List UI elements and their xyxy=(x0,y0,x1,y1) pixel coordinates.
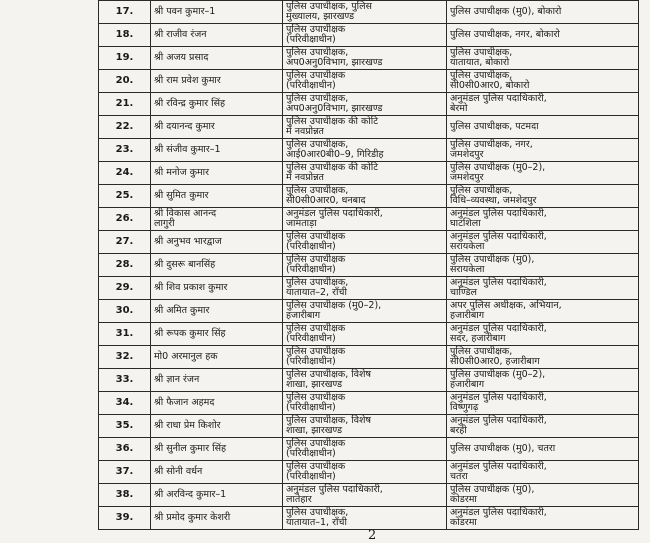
new-posting-cell xyxy=(447,369,639,392)
new-posting-cell xyxy=(447,300,639,323)
table-row xyxy=(99,323,639,346)
officer-name-cell xyxy=(151,93,283,116)
serial-number-cell xyxy=(99,507,151,530)
serial-number: 31. xyxy=(115,327,134,339)
officer-name: श्री अरविन्द कुमार–1 xyxy=(154,488,227,500)
serial-number: 28. xyxy=(115,258,134,270)
new-posting: अनुमंडल पुलिस पदाधिकारी, चतरा xyxy=(450,460,547,482)
current-posting: पुलिस उपाधीक्षक, अप0अनु0विभाग, झारखण्ड xyxy=(286,46,383,68)
officer-name: श्री सुमित कुमार xyxy=(154,189,209,201)
new-posting-cell xyxy=(447,116,639,139)
new-posting: अपर पुलिस अधीक्षक, अभियान, हजारीबाग xyxy=(450,299,562,321)
serial-number-cell xyxy=(99,461,151,484)
officer-name: श्री सुनील कुमार सिंह xyxy=(154,442,227,454)
new-posting-cell xyxy=(447,208,639,231)
serial-number-cell xyxy=(99,300,151,323)
current-posting-cell xyxy=(283,484,447,507)
current-posting: पुलिस उपाधीक्षक, पुलिस मुख्यालय, झारखण्ड xyxy=(286,0,372,22)
new-posting-cell xyxy=(447,277,639,300)
officer-name-cell xyxy=(151,438,283,461)
serial-number: 26. xyxy=(115,212,134,224)
serial-number-cell xyxy=(99,70,151,93)
officer-name-cell xyxy=(151,277,283,300)
officer-name-cell xyxy=(151,369,283,392)
current-posting: पुलिस उपाधीक्षक, यातायात–1, राँची xyxy=(286,506,349,528)
new-posting: पुलिस उपाधीक्षक, पटमदा xyxy=(450,120,539,132)
officer-name: श्री ज्ञान रंजन xyxy=(154,373,200,385)
serial-number: 22. xyxy=(115,120,134,132)
serial-number: 39. xyxy=(115,511,134,523)
officer-name-cell xyxy=(151,484,283,507)
serial-number: 18. xyxy=(115,28,134,40)
table-row xyxy=(99,507,639,530)
current-posting: पुलिस उपाधीक्षक (परिवीक्षाधीन) xyxy=(286,69,346,91)
officer-name: श्री दुसरू बानसिंह xyxy=(154,258,216,270)
table-row xyxy=(99,484,639,507)
serial-number-cell xyxy=(99,185,151,208)
officer-name: श्री मनोज कुमार xyxy=(154,166,210,178)
table-row xyxy=(99,139,639,162)
current-posting-cell xyxy=(283,139,447,162)
officer-name: श्री फैजान अहमद xyxy=(154,396,215,408)
current-posting: पुलिस उपाधीक्षक की कोटि में नवप्रोन्नत xyxy=(286,161,379,183)
officer-name-cell xyxy=(151,162,283,185)
table-row xyxy=(99,24,639,47)
officer-name-cell xyxy=(151,70,283,93)
serial-number: 38. xyxy=(115,488,134,500)
serial-number: 36. xyxy=(115,442,134,454)
officer-name: श्री अजय प्रसाद xyxy=(154,51,209,63)
new-posting-cell xyxy=(447,231,639,254)
current-posting-cell xyxy=(283,208,447,231)
current-posting: अनुमंडल पुलिस पदाधिकारी, जामताड़ा xyxy=(286,207,383,229)
new-posting-cell xyxy=(447,185,639,208)
new-posting-cell xyxy=(447,438,639,461)
new-posting: पुलिस उपाधीक्षक, नगर, जमशेदपुर xyxy=(450,138,533,160)
serial-number: 23. xyxy=(115,143,134,155)
current-posting: पुलिस उपाधीक्षक, विशेष शाखा, झारखण्ड xyxy=(286,368,371,390)
current-posting: पुलिस उपाधीक्षक (मु0–2), हजारीबाग xyxy=(286,299,382,321)
current-posting: पुलिस उपाधीक्षक (परिवीक्षाधीन) xyxy=(286,437,346,459)
serial-number: 25. xyxy=(115,189,134,201)
serial-number-cell xyxy=(99,254,151,277)
current-posting: पुलिस उपाधीक्षक (परिवीक्षाधीन) xyxy=(286,230,346,252)
officer-name-cell xyxy=(151,392,283,415)
table-row xyxy=(99,185,639,208)
serial-number-cell xyxy=(99,231,151,254)
new-posting: पुलिस उपाधीक्षक, नगर, बोकारो xyxy=(450,28,560,40)
serial-number-cell xyxy=(99,162,151,185)
serial-number-cell xyxy=(99,116,151,139)
table-row xyxy=(99,300,639,323)
table-row xyxy=(99,70,639,93)
table-row xyxy=(99,1,639,24)
new-posting: अनुमंडल पुलिस पदाधिकारी, विष्णुगढ़ xyxy=(450,391,547,413)
new-posting-cell xyxy=(447,70,639,93)
new-posting-cell xyxy=(447,1,639,24)
table-row xyxy=(99,231,639,254)
officer-name-cell xyxy=(151,116,283,139)
current-posting: पुलिस उपाधीक्षक (परिवीक्षाधीन) xyxy=(286,253,346,275)
new-posting-cell xyxy=(447,346,639,369)
table-row xyxy=(99,346,639,369)
serial-number-cell xyxy=(99,438,151,461)
serial-number-cell xyxy=(99,484,151,507)
current-posting-cell xyxy=(283,231,447,254)
new-posting: अनुमंडल पुलिस पदाधिकारी, चाण्डिल xyxy=(450,276,547,298)
new-posting-cell xyxy=(447,392,639,415)
new-posting: पुलिस उपाधीक्षक, सी0सी0आर0, बोकारो xyxy=(450,69,530,91)
officer-name: श्री सोनी वर्धन xyxy=(154,465,203,477)
serial-number: 21. xyxy=(115,97,134,109)
table-row xyxy=(99,438,639,461)
current-posting-cell xyxy=(283,323,447,346)
current-posting-cell xyxy=(283,369,447,392)
officer-name-cell xyxy=(151,185,283,208)
officer-name: श्री राजीव रंजन xyxy=(154,28,207,40)
officer-name: श्री संजीव कुमार–1 xyxy=(154,143,221,155)
serial-number: 33. xyxy=(115,373,134,385)
officer-name-cell xyxy=(151,47,283,70)
serial-number-cell xyxy=(99,93,151,116)
current-posting-cell xyxy=(283,438,447,461)
current-posting-cell xyxy=(283,346,447,369)
new-posting-cell xyxy=(447,162,639,185)
new-posting-cell xyxy=(447,415,639,438)
current-posting: पुलिस उपाधीक्षक, अप0अनु0विभाग, झारखण्ड xyxy=(286,92,383,114)
new-posting: पुलिस उपाधीक्षक, विधि–व्यवस्था, जमशेदपुर xyxy=(450,184,537,206)
table-row xyxy=(99,392,639,415)
table-row xyxy=(99,369,639,392)
officer-name: श्री रविन्द्र कुमार सिंह xyxy=(154,97,226,109)
officer-name-cell xyxy=(151,24,283,47)
current-posting-cell xyxy=(283,93,447,116)
new-posting: पुलिस उपाधीक्षक (मु0), कोडरमा xyxy=(450,483,535,505)
transfer-table-page xyxy=(98,0,638,528)
officer-name-cell xyxy=(151,1,283,24)
current-posting-cell xyxy=(283,415,447,438)
new-posting: अनुमंडल पुलिस पदाधिकारी, बेरमो xyxy=(450,92,547,114)
serial-number-cell xyxy=(99,415,151,438)
current-posting: पुलिस उपाधीक्षक (परिवीक्षाधीन) xyxy=(286,23,346,45)
current-posting: पुलिस उपाधीक्षक (परिवीक्षाधीन) xyxy=(286,460,346,482)
current-posting: पुलिस उपाधीक्षक (परिवीक्षाधीन) xyxy=(286,391,346,413)
officer-name: मो0 अरमानुल हक xyxy=(154,350,218,362)
new-posting: पुलिस उपाधीक्षक (मु0), सरायकेला xyxy=(450,253,535,275)
officer-name: श्री शिव प्रकाश कुमार xyxy=(154,281,228,293)
new-posting-cell xyxy=(447,24,639,47)
current-posting-cell xyxy=(283,185,447,208)
serial-number-cell xyxy=(99,346,151,369)
new-posting: पुलिस उपाधीक्षक (मु0–2), जमशेदपुर xyxy=(450,161,546,183)
serial-number: 20. xyxy=(115,74,134,86)
serial-number: 29. xyxy=(115,281,134,293)
officer-name-cell xyxy=(151,139,283,162)
new-posting-cell xyxy=(447,47,639,70)
current-posting-cell xyxy=(283,461,447,484)
table-row xyxy=(99,254,639,277)
officer-name: श्री प्रमोद कुमार केशरी xyxy=(154,511,231,523)
officer-name-cell xyxy=(151,346,283,369)
officer-name-cell xyxy=(151,231,283,254)
new-posting: पुलिस उपाधीक्षक (मु0), चतरा xyxy=(450,442,556,454)
current-posting-cell xyxy=(283,1,447,24)
current-posting: पुलिस उपाधीक्षक, आई0आर0बी0–9, गिरिडीह xyxy=(286,138,384,160)
new-posting-cell xyxy=(447,461,639,484)
officer-name-cell xyxy=(151,415,283,438)
current-posting-cell xyxy=(283,277,447,300)
new-posting: अनुमंडल पुलिस पदाधिकारी, कोडरमा xyxy=(450,506,547,528)
new-posting-cell xyxy=(447,323,639,346)
officer-name-cell xyxy=(151,323,283,346)
table-row xyxy=(99,208,639,231)
officer-name-cell xyxy=(151,254,283,277)
serial-number-cell xyxy=(99,47,151,70)
new-posting-cell xyxy=(447,139,639,162)
table-row xyxy=(99,277,639,300)
current-posting-cell xyxy=(283,24,447,47)
new-posting-cell xyxy=(447,507,639,530)
new-posting-cell xyxy=(447,484,639,507)
serial-number: 30. xyxy=(115,304,134,316)
officer-name: श्री राधा प्रेम किशोर xyxy=(154,419,221,431)
serial-number-cell xyxy=(99,24,151,47)
current-posting-cell xyxy=(283,392,447,415)
current-posting-cell xyxy=(283,300,447,323)
table-row xyxy=(99,47,639,70)
officer-name-cell xyxy=(151,461,283,484)
officer-name: श्री राम प्रवेश कुमार xyxy=(154,74,221,86)
officer-name-cell xyxy=(151,507,283,530)
serial-number-cell xyxy=(99,277,151,300)
serial-number: 19. xyxy=(115,51,134,63)
serial-number: 35. xyxy=(115,419,134,431)
table-row xyxy=(99,93,639,116)
new-posting: अनुमंडल पुलिस पदाधिकारी, सरायकेला xyxy=(450,230,547,252)
current-posting: पुलिस उपाधीक्षक की कोटि में नवप्रोन्नत xyxy=(286,115,379,137)
transfer-table xyxy=(98,0,639,530)
serial-number: 32. xyxy=(115,350,134,362)
page-number: 2 xyxy=(368,528,377,543)
serial-number-cell xyxy=(99,1,151,24)
new-posting: पुलिस उपाधीक्षक (मु0), बोकारो xyxy=(450,5,562,17)
new-posting: पुलिस उपाधीक्षक (मु0–2), हजारीबाग xyxy=(450,368,546,390)
new-posting: अनुमंडल पुलिस पदाधिकारी, बरही xyxy=(450,414,547,436)
current-posting-cell xyxy=(283,162,447,185)
new-posting: पुलिस उपाधीक्षक, सी0सी0आर0, हजारीबाग xyxy=(450,345,540,367)
serial-number: 24. xyxy=(115,166,134,178)
table-row xyxy=(99,461,639,484)
serial-number: 37. xyxy=(115,465,134,477)
serial-number-cell xyxy=(99,369,151,392)
officer-name: श्री पवन कुमार–1 xyxy=(154,5,216,17)
serial-number: 27. xyxy=(115,235,134,247)
serial-number-cell xyxy=(99,208,151,231)
officer-name: श्री रूपक कुमार सिंह xyxy=(154,327,226,339)
serial-number: 34. xyxy=(115,396,134,408)
current-posting: अनुमंडल पुलिस पदाधिकारी, लातेहार xyxy=(286,483,383,505)
officer-name: श्री विकास आनन्द लागुरी xyxy=(154,207,217,229)
current-posting: पुलिस उपाधीक्षक (परिवीक्षाधीन) xyxy=(286,345,346,367)
current-posting: पुलिस उपाधीक्षक, यातायात–2, राँची xyxy=(286,276,349,298)
table-row xyxy=(99,415,639,438)
officer-name: श्री दयानन्द कुमार xyxy=(154,120,215,132)
new-posting-cell xyxy=(447,93,639,116)
new-posting: अनुमंडल पुलिस पदाधिकारी, घाटशिला xyxy=(450,207,547,229)
new-posting: पुलिस उपाधीक्षक, यातायात, बोकारो xyxy=(450,46,513,68)
serial-number: 17. xyxy=(115,5,134,17)
officer-name: श्री अमित कुमार xyxy=(154,304,210,316)
serial-number-cell xyxy=(99,323,151,346)
table-body xyxy=(99,1,639,530)
current-posting-cell xyxy=(283,116,447,139)
serial-number-cell xyxy=(99,392,151,415)
table-row xyxy=(99,116,639,139)
current-posting: पुलिस उपाधीक्षक (परिवीक्षाधीन) xyxy=(286,322,346,344)
current-posting-cell xyxy=(283,507,447,530)
officer-name-cell xyxy=(151,208,283,231)
officer-name-cell xyxy=(151,300,283,323)
table-row xyxy=(99,162,639,185)
current-posting-cell xyxy=(283,254,447,277)
current-posting: पुलिस उपाधीक्षक, सी0सी0आर0, धनबाद xyxy=(286,184,366,206)
current-posting-cell xyxy=(283,70,447,93)
new-posting: अनुमंडल पुलिस पदाधिकारी, सदर, हजारीबाग xyxy=(450,322,547,344)
serial-number-cell xyxy=(99,139,151,162)
current-posting-cell xyxy=(283,47,447,70)
current-posting: पुलिस उपाधीक्षक, विशेष शाखा, झारखण्ड xyxy=(286,414,371,436)
new-posting-cell xyxy=(447,254,639,277)
officer-name: श्री अनुभव भारद्वाज xyxy=(154,235,222,247)
